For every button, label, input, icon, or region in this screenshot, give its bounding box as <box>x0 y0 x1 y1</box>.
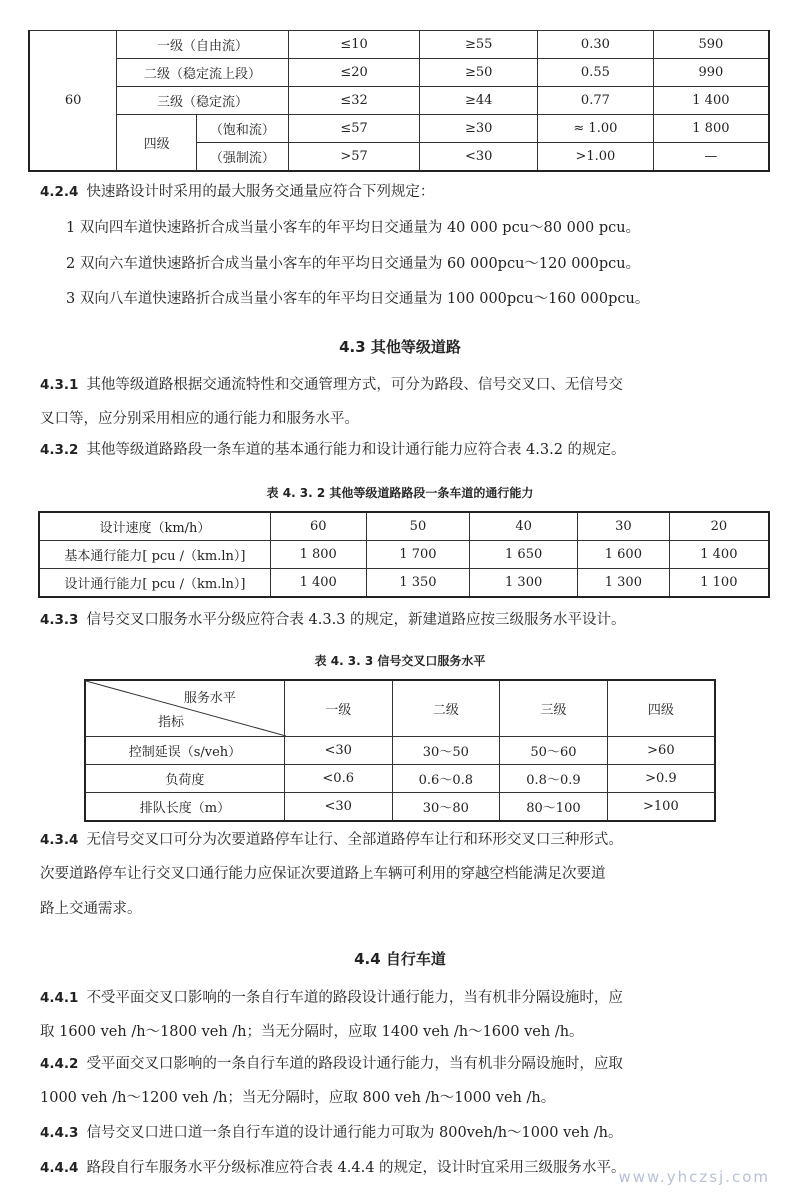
capacity-table-4-3-2 <box>38 511 770 598</box>
list-item: 3 双向八车道快速路折合成当量小客车的年平均日交通量为 100 000pcu～160 000pcu。 <box>66 291 650 307</box>
clause-4-4-2-cont: 1000 veh /h～1200 veh /h；当无分隔时，应取 800 veh /h～1000 veh /h。 <box>40 1090 556 1106</box>
table-row: 基本通行能力[ pcu /（km.ln）] 1 800 1 700 1 650 1 600 1 400 <box>39 541 769 569</box>
clause-4-3-2: 4.3.2 其他等级道路路段一条车道的基本通行能力和设计通行能力应符合表 4.3.2 的规定。 <box>40 442 626 458</box>
clause-4-3-1: 4.3.1 其他等级道路根据交通流特性和交通管理方式，可分为路段、信号交叉口、无信号交 <box>40 377 623 393</box>
table-row: 设计通行能力[ pcu /（km.ln）] 1 400 1 350 1 300 1 300 1 100 <box>39 569 769 598</box>
clause-4-3-4-cont2: 路上交通需求。 <box>40 901 142 917</box>
clause-4-3-1-cont: 叉口等，应分别采用相应的通行能力和服务水平。 <box>40 411 359 427</box>
clause-4-4-1-cont: 取 1600 veh /h～1800 veh /h；当无分隔时，应取 1400 veh /h～1600 veh /h。 <box>40 1024 584 1040</box>
clause-4-4-2: 4.4.2 受平面交叉口影响的一条自行车道的路段设计通行能力，当有机非分隔设施时，应取 <box>40 1056 623 1072</box>
table-row: （强制流） >57 <30 >1.00 — <box>29 143 769 172</box>
diagonal-header-cell: 服务水平 指标 <box>85 680 284 737</box>
speed-cell: 60 <box>29 31 117 172</box>
watermark: www.yhczsj.com <box>618 1168 770 1186</box>
section-heading-4-3: 4.3 其他等级道路 <box>339 338 461 356</box>
table-caption-4-3-2: 表 4. 3. 2 其他等级道路路段一条车道的通行能力 <box>266 486 534 500</box>
clause-4-4-3: 4.4.3 信号交叉口进口道一条自行车道的设计通行能力可取为 800veh/h～1000 veh /h。 <box>40 1125 623 1141</box>
table-row: 三级（稳定流） ≤32 ≥44 0.77 1 400 <box>29 87 769 115</box>
table-row: 服务水平 指标 一级 二级 三级 四级 <box>85 680 715 737</box>
table-row: 控制延误（s/veh） <30 30～50 50～60 >60 <box>85 737 715 765</box>
list-item: 2 双向六车道快速路折合成当量小客车的年平均日交通量为 60 000pcu～120 000pcu。 <box>66 256 641 272</box>
table-row: 四级 （饱和流） ≤57 ≥30 ≈ 1.00 1 800 <box>29 115 769 143</box>
clause-4-2-4: 4.2.4 快速路设计时采用的最大服务交通量应符合下列规定： <box>40 184 435 200</box>
list-item: 1 双向四车道快速路折合成当量小客车的年平均日交通量为 40 000 pcu～80 000 pcu。 <box>66 220 641 236</box>
signal-intersection-table-4-3-3 <box>84 679 716 822</box>
table-row: 60 一级（自由流） ≤10 ≥55 0.30 590 <box>29 31 769 59</box>
service-level-table-top <box>28 30 770 172</box>
clause-4-3-4: 4.3.4 无信号交叉口可分为次要道路停车让行、全部道路停车让行和环形交叉口三种形式。 <box>40 832 623 848</box>
clause-4-4-4: 4.4.4 路段自行车服务水平分级标准应符合表 4.4.4 的规定，设计时宜采用三级服务水平。 <box>40 1160 626 1176</box>
table-row: 负荷度 <0.6 0.6～0.8 0.8～0.9 >0.9 <box>85 765 715 793</box>
clause-4-4-1: 4.4.1 不受平面交叉口影响的一条自行车道的路段设计通行能力，当有机非分隔设施时，应 <box>40 990 623 1006</box>
table-row: 二级（稳定流上段） ≤20 ≥50 0.55 990 <box>29 59 769 87</box>
section-heading-4-4: 4.4 自行车道 <box>354 950 446 968</box>
table-row: 设计速度（km/h） 60 50 40 30 20 <box>39 512 769 541</box>
clause-4-3-4-cont: 次要道路停车让行交叉口通行能力应保证次要道路上车辆可利用的穿越空档能满足次要道 <box>40 866 606 882</box>
clause-4-3-3: 4.3.3 信号交叉口服务水平分级应符合表 4.3.3 的规定，新建道路应按三级服务水平设计。 <box>40 612 626 628</box>
table-caption-4-3-3: 表 4. 3. 3 信号交叉口服务水平 <box>314 654 486 668</box>
table-row: 排队长度（m） <30 30～80 80～100 >100 <box>85 793 715 822</box>
